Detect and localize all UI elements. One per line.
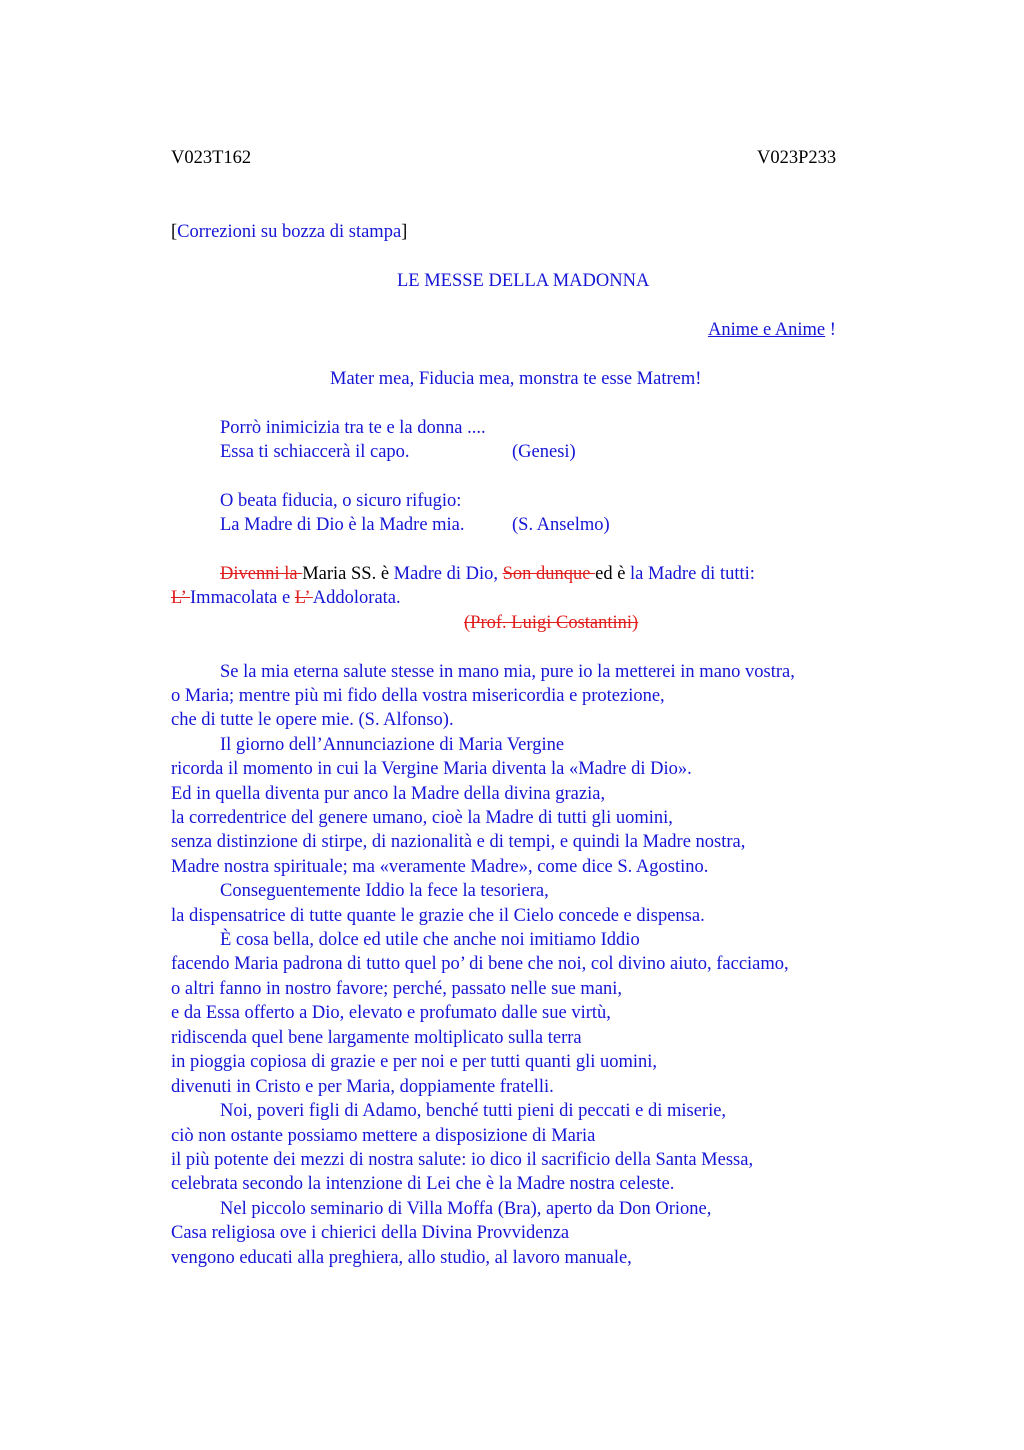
page-title: LE MESSE DELLA MADONNA (397, 271, 650, 291)
body-line: È cosa bella, dolce ed utile che anche noi imitiamo Iddio (220, 930, 640, 950)
body-line: Conseguentemente Iddio la fece la tesoriera, (220, 881, 549, 901)
body-line: Il giorno dell’Annunciazione di Maria Vergine (220, 735, 565, 755)
quote-genesis-source: (Genesi) (512, 442, 576, 462)
body-line: in pioggia copiosa di grazie e per noi e per tutti quanti gli uomini, (171, 1052, 658, 1072)
motto-underlined: Anime e Anime (708, 320, 826, 340)
original-text: Addolorata. (312, 588, 401, 608)
quote-anselm-line2: La Madre di Dio è la Madre mia. (220, 515, 465, 535)
body-line: o altri fanno in nostro favore; perché, passato nelle sue mani, (171, 979, 623, 999)
body-line: che di tutte le opere mie. (S. Alfonso). (171, 710, 454, 730)
note-text: Correzioni su bozza di stampa (177, 222, 402, 242)
original-text: la Madre di tutti: (630, 564, 755, 584)
quote-genesis-line1: Porrò inimicizia tra te e la donna .... (220, 418, 486, 438)
body-line: Se la mia eterna salute stesse in mano mia, pure io la metterei in mano vostra, (220, 662, 795, 682)
motto-rest: ! (825, 320, 836, 340)
body-line: Ed in quella diventa pur anco la Madre della divina grazia, (171, 784, 606, 804)
deleted-text: Divenni la (220, 564, 303, 584)
body-line: ciò non ostante possiamo mettere a disposizione di Maria (171, 1126, 596, 1146)
body-line: vengono educati alla preghiera, allo studio, al lavoro manuale, (171, 1248, 632, 1268)
original-text: Immacolata e (190, 588, 295, 608)
quote-anselm-line1: O beata fiducia, o sicuro rifugio: (220, 491, 462, 511)
body-line: la corredentrice del genere umano, cioè la Madre di tutti gli uomini, (171, 808, 673, 828)
inserted-text: ed è (595, 564, 631, 584)
body-line: Nel piccolo seminario di Villa Moffa (Bra), aperto da Don Orione, (220, 1199, 712, 1219)
correction-note (171, 220, 407, 244)
body-line: facendo Maria padrona di tutto quel po’ di bene che noi, col divino aiuto, facciamo, (171, 954, 789, 974)
inserted-text: Maria SS. è (302, 564, 394, 584)
note-open-bracket: [ (171, 222, 178, 242)
body-line: ricorda il momento in cui la Vergine Maria diventa la «Madre di Dio». (171, 759, 692, 779)
invocation: Mater mea, Fiducia mea, monstra te esse Matrem! (330, 369, 702, 389)
body-line: o Maria; mentre più mi fido della vostra misericordia e protezione, (171, 686, 665, 706)
deleted-text: L’ (294, 588, 313, 608)
body-line: Casa religiosa ove i chierici della Divina Provvidenza (171, 1223, 570, 1243)
header-right-code: V023P233 (757, 148, 837, 168)
body-line: Madre nostra spirituale; ma «veramente Madre», come dice S. Agostino. (171, 857, 709, 877)
correction-line-2 (171, 586, 401, 610)
original-text: Madre di Dio, (393, 564, 503, 584)
body-line: senza distinzione di stirpe, di nazionalità e di tempi, e quindi la Madre nostra, (171, 832, 746, 852)
correction-line-1 (220, 562, 755, 586)
body-line: celebrata secondo la intenzione di Lei che è la Madre nostra celeste. (171, 1174, 675, 1194)
quote-genesis-line2: Essa ti schiaccerà il capo. (220, 442, 410, 462)
body-line: e da Essa offerto a Dio, elevato e profumato dalle sue virtù, (171, 1003, 611, 1023)
motto (708, 318, 836, 342)
deleted-author: (Prof. Luigi Costantini) (464, 613, 639, 633)
deleted-text: L’ (171, 588, 191, 608)
body-line: divenuti in Cristo e per Maria, doppiamente fratelli. (171, 1077, 554, 1097)
deleted-text: Son dunque (502, 564, 596, 584)
body-line: il più potente dei mezzi di nostra salute: io dico il sacrificio della Santa Messa, (171, 1150, 754, 1170)
quote-anselm-source: (S. Anselmo) (512, 515, 610, 535)
body-line: la dispensatrice di tutte quante le grazie che il Cielo concede e dispensa. (171, 906, 705, 926)
body-line: Noi, poveri figli di Adamo, benché tutti pieni di peccati e di miserie, (220, 1101, 727, 1121)
header-left-code: V023T162 (171, 148, 252, 168)
note-close-bracket: ] (401, 222, 408, 242)
body-line: ridiscenda quel bene largamente moltiplicato sulla terra (171, 1028, 582, 1048)
